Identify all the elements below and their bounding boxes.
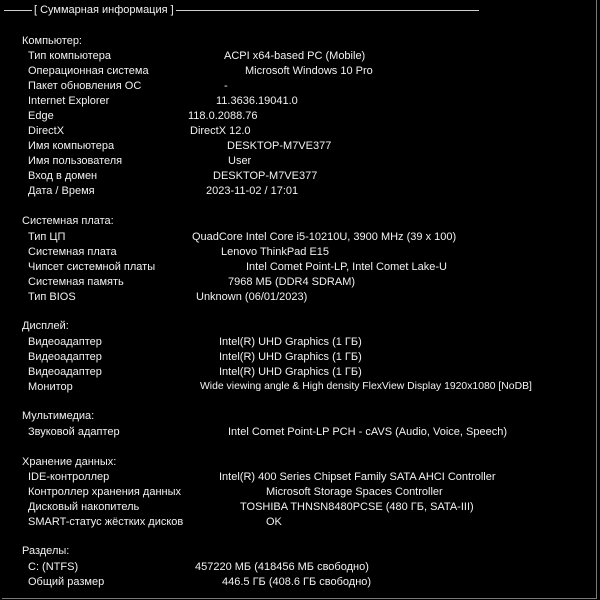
row-value: Wide viewing angle & High density FlexView Display 1920x1080 [NoDB] [200,381,532,392]
row-label: Дисковый накопитель [28,501,140,513]
row-value: - [224,80,228,92]
section-display-title: Дисплей: [22,320,69,332]
row-label: Имя компьютера [28,140,115,152]
row-value: Microsoft Windows 10 Pro [245,65,373,77]
row-label: Общий размер [28,576,105,588]
row-value: 2023-11-02 / 17:01 [206,185,299,197]
row-label: Тип BIOS [28,291,76,303]
row-value: QuadCore Intel Core i5-10210U, 3900 MHz (39 x 100) [192,231,457,243]
row-label: Имя пользователя [28,155,123,167]
row-label: Пакет обновления ОС [28,80,142,92]
section-motherboard-title: Системная плата: [22,215,114,227]
summary-header [4,3,479,17]
row-value: 118.0.2088.76 [188,110,258,122]
row-value: 11.3636.19041.0 [216,95,298,107]
row-value: 457220 МБ (418456 МБ свободно) [195,561,369,573]
row-value: OK [266,516,282,528]
row-label: Edge [28,110,54,122]
row-label: Операционная система [28,65,149,77]
row-label: Видеоадаптер [28,366,102,378]
row-value: TOSHIBA THNSN8480PCSE (480 ГБ, SATA-III) [240,501,474,513]
row-value: Intel Comet Point-LP, Intel Comet Lake-U [246,261,447,273]
row-value: Intel(R) UHD Graphics (1 ГБ) [219,366,362,378]
row-value: Intel(R) UHD Graphics (1 ГБ) [219,351,362,363]
row-value: Lenovo ThinkPad E15 [221,246,330,258]
row-label: Системная плата [28,246,117,258]
row-label: C: (NTFS) [28,561,79,573]
row-value: 7968 МБ (DDR4 SDRAM) [228,276,356,288]
row-value: DESKTOP-M7VE377 [213,170,318,182]
header-rule-left [4,10,32,11]
row-label: DirectX [28,125,65,137]
row-label: Internet Explorer [28,95,110,107]
row-value: User [228,155,252,167]
row-label: Видеоадаптер [28,351,102,363]
row-value: Intel Comet Point-LP PCH - cAVS (Audio, Voice, Speech) [228,426,508,438]
row-label: IDE-контроллер [28,471,110,483]
row-label: Чипсет системной платы [28,261,156,273]
row-label: Звуковой адаптер [28,426,120,438]
row-value: Intel(R) UHD Graphics (1 ГБ) [219,336,362,348]
section-storage-title: Хранение данных: [22,456,117,468]
row-value: Microsoft Storage Spaces Controller [266,486,443,498]
row-value: Intel(R) 400 Series Chipset Family SATA AHCI Controller [219,471,496,483]
row-label: Дата / Время [28,185,95,197]
row-label: Системная память [28,276,124,288]
row-label: Монитор [28,381,73,393]
row-label: SMART-статус жёстких дисков [28,516,184,528]
row-value: ACPI x64-based PC (Mobile) [224,50,366,62]
row-label: Тип ЦП [28,231,66,243]
row-label: Контроллер хранения данных [28,486,182,498]
row-label: Тип компьютера [28,50,111,62]
row-value: DirectX 12.0 [190,125,251,137]
row-label: Вход в домен [28,170,98,182]
header-rule-right [176,10,479,11]
row-value: 446.5 ГБ (408.6 ГБ свободно) [222,576,372,588]
section-computer-title: Компьютер: [22,35,82,47]
summary-title: [ Суммарная информация ] [34,4,174,16]
section-multimedia-title: Мультимедиа: [22,410,95,422]
row-label: Видеоадаптер [28,336,102,348]
row-value: Unknown (06/01/2023) [196,291,308,303]
section-partitions-title: Разделы: [22,545,70,557]
row-value: DESKTOP-M7VE377 [227,140,332,152]
